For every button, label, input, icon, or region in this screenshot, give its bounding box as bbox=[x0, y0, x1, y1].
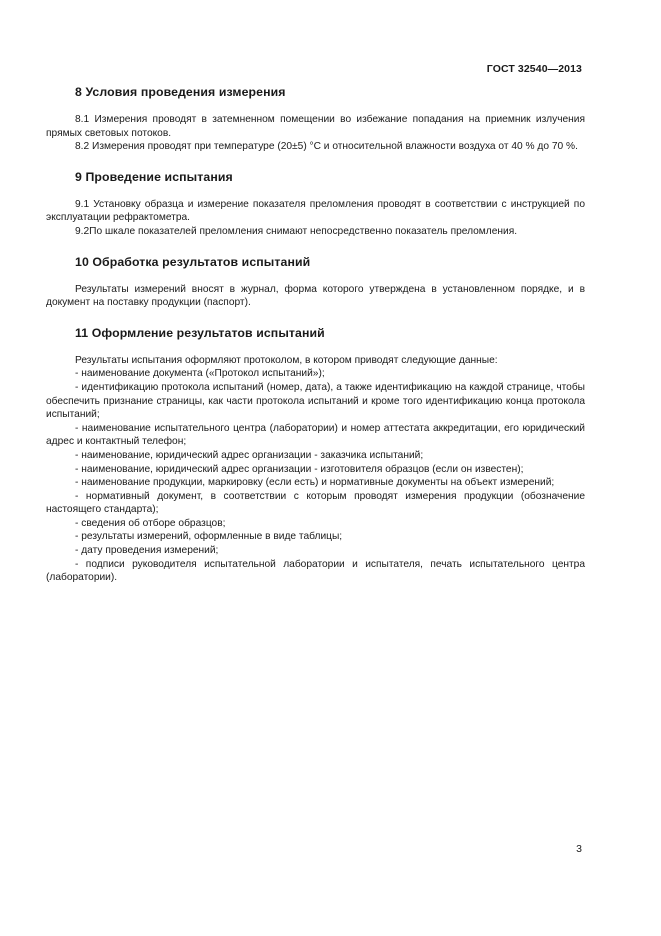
paragraph: 8.1 Измерения проводят в затемненном помещении во избежание попадания на приемник излучения прямых световых потоков. bbox=[46, 114, 585, 139]
list-item: - идентификацию протокола испытаний (номер, дата), а также идентификацию на каждой странице, чтобы обеспечить признание страницы, как части протокола испытаний и кроме того идентификацию конца протокола испытаний; bbox=[46, 381, 585, 421]
list-item: - наименование, юридический адрес организации - заказчика испытаний; bbox=[75, 449, 424, 461]
document-body bbox=[46, 84, 585, 600]
list-item: - сведения об отборе образцов; bbox=[75, 517, 226, 529]
list-item: - дату проведения измерений; bbox=[75, 545, 219, 557]
paragraph: 9.2По шкале показателей преломления снимают непосредственно показатель преломления. bbox=[75, 225, 518, 237]
section-8 bbox=[46, 84, 585, 154]
section-title: 11 Оформление результатов испытаний bbox=[75, 325, 325, 340]
section-title: 10 Обработка результатов испытаний bbox=[75, 254, 311, 269]
list-item: - наименование испытательного центра (лаборатории) и номер аттестата аккредитации, его юридический адрес и контактный телефон; bbox=[46, 422, 585, 448]
section-10 bbox=[46, 254, 585, 310]
list-item: - результаты измерений, оформленные в виде таблицы; bbox=[75, 531, 343, 543]
paragraph: Результаты измерений вносят в журнал, форма которого утверждена в установленном порядке, и в документ на поставку продукции (паспорт). bbox=[46, 283, 585, 309]
paragraph: 8.2 Измерения проводят при температуре (20±5) °С и относительной влажности воздуха от 40 % до 70 %. bbox=[75, 141, 578, 153]
document-code: ГОСТ 32540—2013 bbox=[486, 63, 582, 75]
section-title: 8 Условия проведения измерения bbox=[75, 85, 286, 99]
list-item: - наименование, юридический адрес организации - изготовителя образцов (если он известен); bbox=[75, 463, 524, 475]
list-item: - нормативный документ, в соответствии с которым проводят измерения продукции (обозначение настоящего стандарта); bbox=[46, 490, 585, 516]
section-9 bbox=[46, 169, 585, 239]
section-title: 9 Проведение испытания bbox=[75, 169, 233, 184]
list-item: - наименование продукции, маркировку (если есть) и нормативные документы на объект измерений; bbox=[75, 477, 555, 489]
section-11 bbox=[46, 325, 585, 585]
paragraph: 9.1 Установку образца и измерение показателя преломления проводят в соответствии с инструкцией по эксплуатации рефрактометра. bbox=[46, 198, 585, 224]
page-number: 3 bbox=[576, 843, 582, 855]
paragraph: Результаты испытания оформляют протоколом, в котором приводят следующие данные: bbox=[75, 354, 498, 366]
list-item: - наименование документа («Протокол испытаний»); bbox=[75, 368, 325, 380]
list-item: - подписи руководителя испытательной лаборатории и испытателя, печать испытательного центра (лаборатории). bbox=[46, 558, 585, 584]
